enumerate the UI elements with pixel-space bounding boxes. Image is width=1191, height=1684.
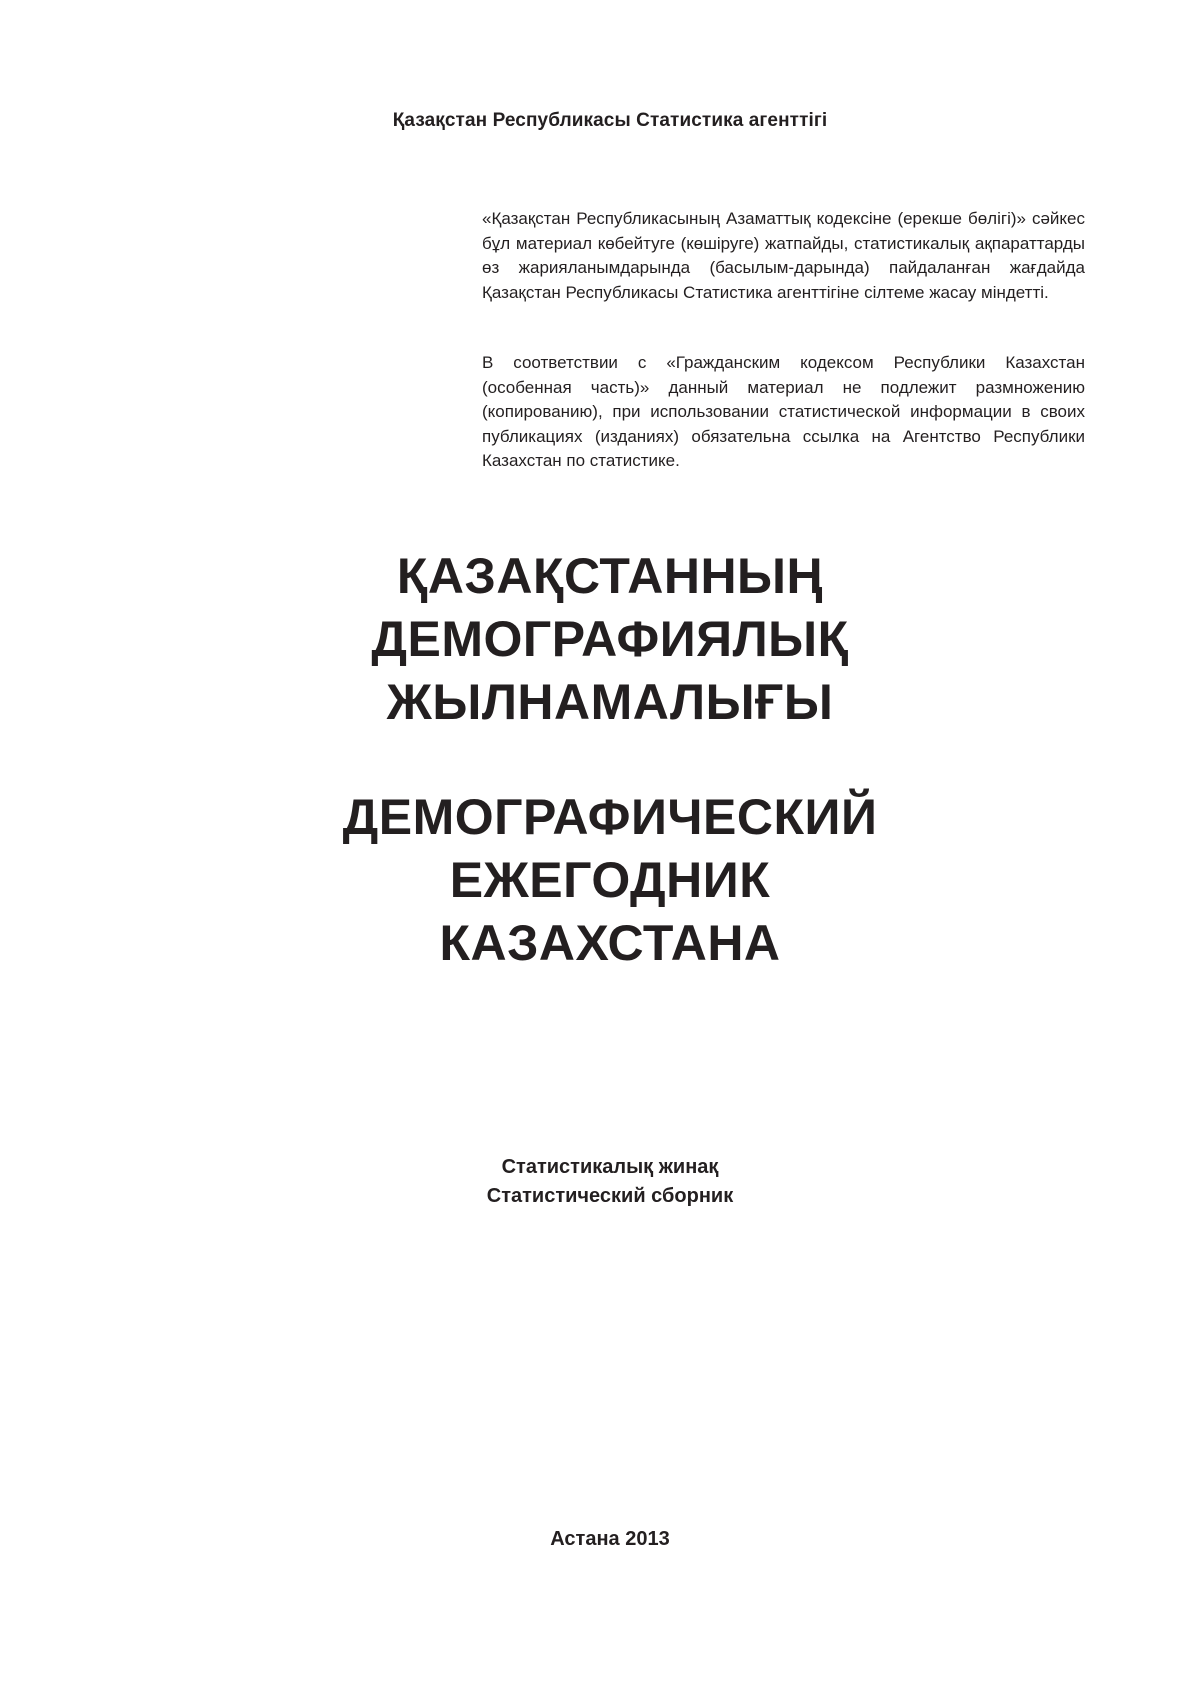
title-ru-line: КАЗАХСТАНА: [439, 915, 781, 971]
subtitle-russian: Статистический сборник: [486, 1185, 734, 1207]
title-ru-line: ДЕМОГРАФИЧЕСКИЙ: [342, 789, 878, 845]
agency-name: Қазақстан Республикасы Статистика агенттігі: [392, 110, 828, 131]
title-kz-line: ҚАЗАҚСТАННЫҢ: [396, 548, 824, 604]
title-russian: [0, 786, 1191, 975]
title-ru-line: ЕЖЕГОДНИК: [449, 852, 771, 908]
subtitle-kazakh: Статистикалық жинақ: [501, 1156, 719, 1178]
publication-place-year: Астана 2013: [550, 1528, 670, 1550]
copyright-notice-kz: «Қазақстан Республикасының Азаматтық кодексіне (ерекше бөлігі)» сәйкес бұл материал көбейтуге (көшіруге) жатпайды, статистикалық ақпараттарды өз жарияланымдарында (басылым-дарында) пайдаланған жағдайда Қазақстан Республикасы Статистика агенттігіне сілтеме жасау міндетті.: [482, 209, 1085, 302]
title-kz-line: ДЕМОГРАФИЯЛЫҚ: [371, 611, 849, 667]
copyright-notice-ru: В соответствии с «Гражданским кодексом Республики Казахстан (особенная часть)» данный материал не подлежит размножению (копированию), при использовании статистической информации в своих публикациях (изданиях) обязательна ссылка на Агентство Республики Казахстан по статистике.: [482, 353, 1085, 470]
title-kazakh: [0, 545, 1191, 734]
title-kz-line: ЖЫЛНАМАЛЫҒЫ: [386, 674, 834, 730]
